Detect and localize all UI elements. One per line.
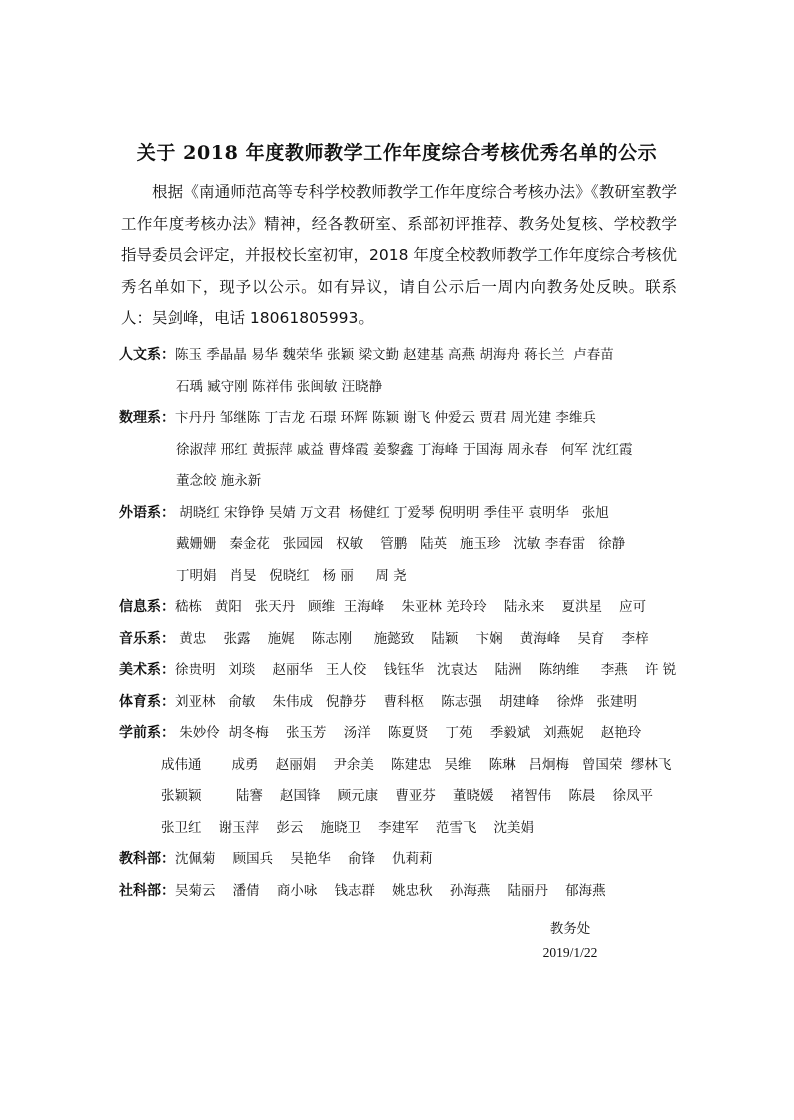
- department-names: 陈玉 季晶晶 易华 魏荣华 张颖 梁文勤 赵建基 高燕 胡海舟 蒋长兰 卢春苗: [175, 347, 614, 363]
- department-block: [119, 655, 689, 687]
- department-names-line: [119, 813, 689, 845]
- department-names-line: [119, 498, 689, 530]
- department-label: 社科部：: [119, 882, 175, 899]
- department-names: 石瑀 臧守刚 陈祥伟 张闽敏 汪晓静: [176, 378, 383, 395]
- department-names-line: [119, 529, 689, 561]
- department-names-line: [119, 750, 689, 782]
- department-label: 教科部：: [119, 851, 175, 867]
- department-label: 学前系：: [119, 725, 175, 741]
- department-names: 张颖颖 陆謇 赵国锋 顾元康 曹亚芬 董晓媛 褚智伟 陈晨 徐凤平: [161, 788, 653, 804]
- department-names-line: [119, 435, 689, 467]
- department-block: [119, 340, 689, 403]
- department-names: 黄忠 张露 施娓 陈志刚 施懿致 陆颖 卞娴 黄海峰 吴育 李梓: [175, 630, 649, 647]
- document-title: 关于 2018 年度教师教学工作年度综合考核优秀名单的公示: [136, 142, 658, 164]
- department-names-line: [119, 340, 689, 372]
- department-names: 戴姗姗 秦金花 张园园 权敏 管鹏 陆英 施玉珍 沈敏 李春雷 徐静: [176, 536, 626, 552]
- department-block: [119, 498, 689, 593]
- department-names: 胡晓红 宋铮铮 吴婧 万文君 杨健红 丁爱琴 倪明明 季佳平 袁明华 张旭: [175, 504, 609, 521]
- signoff-date: 2019/1/22: [542, 945, 598, 960]
- department-names: 成伟通 成勇 赵丽娟 尹余美 陈建忠 吴维 陈琳 吕炯梅 曾国荣 缪林飞: [161, 756, 672, 773]
- department-names: 朱妙伶 胡冬梅 张玉芳 汤洋 陈夏贤 丁苑 季毅斌 刘燕妮 赵艳玲: [175, 725, 642, 741]
- department-names-line: [119, 592, 689, 624]
- department-label: 音乐系：: [119, 630, 175, 647]
- department-block: [119, 687, 689, 719]
- department-block: [119, 844, 689, 876]
- department-names-line: [119, 718, 689, 750]
- department-block: [119, 876, 689, 908]
- department-names-line: [119, 372, 689, 404]
- department-label: 人文系：: [119, 347, 175, 363]
- department-block: [119, 592, 689, 624]
- department-names: 丁明娟 肖旻 倪晓红 杨 丽 周 尧: [176, 567, 407, 584]
- department-names-line: [119, 403, 689, 435]
- signoff-office: 教务处: [549, 921, 591, 937]
- department-names: 吴菊云 潘倩 商小咏 钱志群 姚忠秋 孙海燕 陆丽丹 郁海燕: [175, 882, 606, 899]
- department-label: 体育系：: [119, 693, 175, 710]
- department-names-line: [119, 624, 689, 656]
- department-names-line: [119, 466, 689, 498]
- department-label: 数理系：: [119, 410, 175, 426]
- department-label: 外语系：: [119, 504, 175, 521]
- department-names: 徐贵明 刘琰 赵丽华 王人佼 钱钰华 沈袁达 陆洲 陈纳维 李燕 许 锐: [175, 662, 677, 678]
- department-names-line: [119, 655, 689, 687]
- department-block: [119, 403, 689, 498]
- department-names-line: [119, 844, 689, 876]
- department-names: 卞丹丹 邹继陈 丁吉龙 石璟 环辉 陈颖 谢飞 仲爱云 贾君 周光建 李维兵: [175, 410, 596, 426]
- department-names-line: [119, 561, 689, 593]
- department-names-line: [119, 781, 689, 813]
- department-names: 沈佩菊 顾国兵 吴艳华 俞锋 仇莉莉: [175, 851, 433, 867]
- department-label: 美术系：: [119, 662, 175, 678]
- department-names: 张卫红 谢玉萍 彭云 施晓卫 李建军 范雪飞 沈美娟: [161, 819, 534, 836]
- department-names-line: [119, 876, 689, 908]
- department-list: [119, 340, 689, 907]
- department-block: [119, 624, 689, 656]
- department-names: 徐淑萍 邢红 黄振萍 戚益 曹烽霞 姜黎鑫 丁海峰 于国海 周永春 何军 沈红霞: [176, 441, 633, 458]
- signoff-block: [525, 917, 615, 965]
- department-names: 嵇栋 黄阳 张天丹 顾维 王海峰 朱亚林 羌玲玲 陆永来 夏洪星 应可: [175, 599, 647, 615]
- department-names: 董念皎 施永新: [176, 473, 262, 489]
- department-names: 刘亚林 俞敏 朱伟成 倪静芬 曹科枢 陈志强 胡建峰 徐烨 张建明: [175, 693, 637, 710]
- department-names-line: [119, 687, 689, 719]
- department-block: [119, 718, 689, 844]
- department-label: 信息系：: [119, 599, 175, 615]
- intro-paragraph: 根据《南通师范高等专科学校教师教学工作年度综合考核办法》《教研室教学工作年度考核办法》精神，经各教研室、系部初评推荐、教务处复核、学校教学指导委员会评定，并报校长室初审，2018 年度全校教师教学工作年度综合考核优秀名单如下，现予以公示。如有异议，请自公示后一周内向教务处反映。联系人：吴剑峰，电话 18061805993。: [121, 183, 677, 327]
